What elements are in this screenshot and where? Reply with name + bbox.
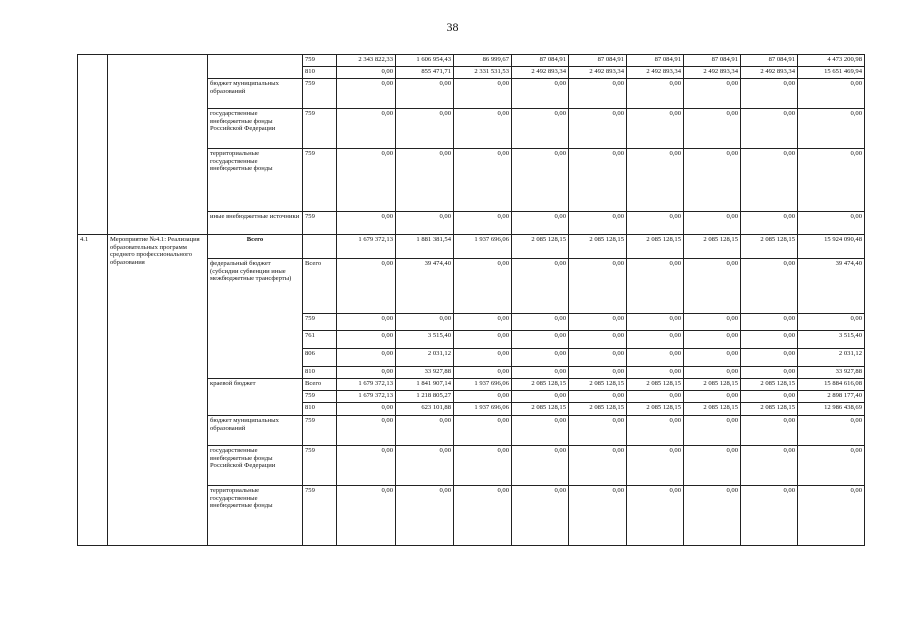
year-value-cell: 87 084,91 — [741, 55, 798, 67]
year-value-cell: 0,00 — [337, 486, 396, 546]
year-value-cell: 0,00 — [741, 259, 798, 314]
year-value-cell: 0,00 — [569, 486, 627, 546]
budget-code-cell: 759 — [303, 391, 337, 403]
total-value-cell: 0,00 — [798, 314, 865, 331]
year-value-cell: 0,00 — [512, 416, 569, 446]
table-row — [78, 235, 865, 259]
funding-source-cell: территориальные государственные внебюджетные фонды — [208, 149, 303, 212]
year-value-cell: 2 492 893,34 — [684, 67, 741, 79]
year-value-cell: 0,00 — [454, 149, 512, 212]
year-value-cell: 0,00 — [512, 349, 569, 367]
funding-source-cell: иные внебюджетные источники — [208, 212, 303, 235]
year-value-cell: 0,00 — [337, 367, 396, 379]
total-value-cell: 0,00 — [798, 416, 865, 446]
year-value-cell: 0,00 — [569, 367, 627, 379]
funding-source-cell: бюджет муниципальных образований — [208, 416, 303, 446]
year-value-cell: 0,00 — [741, 446, 798, 486]
year-value-cell: 2 085 128,15 — [741, 235, 798, 259]
year-value-cell: 0,00 — [337, 331, 396, 349]
year-value-cell: 0,00 — [627, 149, 684, 212]
funding-source-cell: федеральный бюджет (субсидии субвенции иные межбюджетные трансферты) — [208, 259, 303, 379]
year-value-cell: 87 084,91 — [569, 55, 627, 67]
year-value-cell: 0,00 — [741, 314, 798, 331]
year-value-cell: 0,00 — [337, 314, 396, 331]
year-value-cell: 0,00 — [741, 367, 798, 379]
year-value-cell: 2 085 128,15 — [569, 379, 627, 391]
year-value-cell: 0,00 — [512, 259, 569, 314]
budget-code-cell: 810 — [303, 367, 337, 379]
budget-code-cell: 759 — [303, 109, 337, 149]
total-value-cell: 0,00 — [798, 212, 865, 235]
year-value-cell: 623 101,88 — [396, 403, 454, 416]
event-name-cell — [108, 55, 208, 235]
year-value-cell: 33 927,88 — [396, 367, 454, 379]
year-value-cell: 0,00 — [569, 349, 627, 367]
year-value-cell: 0,00 — [627, 446, 684, 486]
year-value-cell: 855 471,71 — [396, 67, 454, 79]
year-value-cell: 0,00 — [512, 486, 569, 546]
budget-code-cell: Всего — [303, 379, 337, 391]
year-value-cell: 0,00 — [337, 149, 396, 212]
year-value-cell: 2 331 531,53 — [454, 67, 512, 79]
page-number: 38 — [446, 20, 459, 34]
year-value-cell: 2 085 128,15 — [569, 235, 627, 259]
item-number-cell — [78, 55, 108, 235]
year-value-cell: 0,00 — [454, 212, 512, 235]
year-value-cell: 0,00 — [569, 149, 627, 212]
year-value-cell: 0,00 — [741, 486, 798, 546]
year-value-cell: 1 679 372,13 — [337, 391, 396, 403]
year-value-cell: 0,00 — [684, 149, 741, 212]
year-value-cell: 0,00 — [512, 391, 569, 403]
year-value-cell: 0,00 — [337, 349, 396, 367]
year-value-cell: 2 085 128,15 — [627, 235, 684, 259]
year-value-cell: 0,00 — [454, 367, 512, 379]
year-value-cell: 0,00 — [512, 331, 569, 349]
year-value-cell: 2 085 128,15 — [741, 379, 798, 391]
year-value-cell: 0,00 — [627, 367, 684, 379]
total-value-cell: 39 474,40 — [798, 259, 865, 314]
year-value-cell: 0,00 — [684, 109, 741, 149]
budget-code-cell: 759 — [303, 55, 337, 67]
year-value-cell: 2 085 128,15 — [684, 235, 741, 259]
year-value-cell: 0,00 — [454, 109, 512, 149]
year-value-cell: 0,00 — [741, 331, 798, 349]
budget-code-cell: 759 — [303, 314, 337, 331]
funding-source-cell: государственные внебюджетные фонды Российской Федерации — [208, 109, 303, 149]
year-value-cell: 0,00 — [337, 259, 396, 314]
year-value-cell: 0,00 — [337, 212, 396, 235]
year-value-cell: 0,00 — [741, 349, 798, 367]
year-value-cell: 87 084,91 — [627, 55, 684, 67]
year-value-cell: 1 679 372,13 — [337, 235, 396, 259]
year-value-cell: 0,00 — [396, 109, 454, 149]
year-value-cell: 0,00 — [741, 391, 798, 403]
total-value-cell: 0,00 — [798, 486, 865, 546]
funding-source-cell: государственные внебюджетные фонды Российской Федерации — [208, 446, 303, 486]
year-value-cell: 0,00 — [337, 79, 396, 109]
year-value-cell: 0,00 — [684, 79, 741, 109]
total-value-cell: 2 898 177,40 — [798, 391, 865, 403]
year-value-cell: 0,00 — [396, 149, 454, 212]
year-value-cell: 0,00 — [396, 314, 454, 331]
year-value-cell: 0,00 — [512, 109, 569, 149]
year-value-cell: 87 084,91 — [684, 55, 741, 67]
year-value-cell: 0,00 — [627, 109, 684, 149]
year-value-cell: 0,00 — [684, 331, 741, 349]
year-value-cell: 0,00 — [337, 403, 396, 416]
event-name-cell: Мероприятие №4.1: Реализация образовательных программ среднего профессионального образования — [108, 235, 208, 546]
year-value-cell: 0,00 — [512, 314, 569, 331]
funding-source-cell: краевой бюджет — [208, 379, 303, 416]
year-value-cell: 1 937 696,06 — [454, 235, 512, 259]
budget-code-cell: 759 — [303, 79, 337, 109]
year-value-cell: 0,00 — [337, 109, 396, 149]
funding-source-cell: бюджет муниципальных образований — [208, 79, 303, 109]
year-value-cell: 2 492 893,34 — [741, 67, 798, 79]
year-value-cell: 2 085 128,15 — [684, 403, 741, 416]
year-value-cell: 1 937 696,06 — [454, 379, 512, 391]
year-value-cell: 87 084,91 — [512, 55, 569, 67]
total-value-cell: 2 031,12 — [798, 349, 865, 367]
year-value-cell: 0,00 — [454, 391, 512, 403]
year-value-cell: 0,00 — [569, 109, 627, 149]
year-value-cell: 0,00 — [337, 67, 396, 79]
budget-code-cell: 759 — [303, 486, 337, 546]
year-value-cell: 1 881 381,54 — [396, 235, 454, 259]
year-value-cell: 0,00 — [627, 314, 684, 331]
year-value-cell: 0,00 — [337, 446, 396, 486]
funding-source-cell: Всего — [208, 235, 303, 259]
total-value-cell: 0,00 — [798, 79, 865, 109]
total-value-cell: 3 515,40 — [798, 331, 865, 349]
year-value-cell: 2 085 128,15 — [512, 403, 569, 416]
budget-code-cell: 810 — [303, 67, 337, 79]
year-value-cell: 0,00 — [684, 486, 741, 546]
total-value-cell: 0,00 — [798, 149, 865, 212]
item-number-cell: 4.1 — [78, 235, 108, 546]
year-value-cell: 0,00 — [569, 314, 627, 331]
year-value-cell: 0,00 — [741, 212, 798, 235]
year-value-cell: 0,00 — [512, 446, 569, 486]
budget-code-cell: 759 — [303, 416, 337, 446]
year-value-cell: 0,00 — [512, 149, 569, 212]
year-value-cell: 0,00 — [684, 259, 741, 314]
year-value-cell: 2 085 128,15 — [627, 403, 684, 416]
year-value-cell: 0,00 — [569, 212, 627, 235]
total-value-cell: 0,00 — [798, 109, 865, 149]
year-value-cell: 0,00 — [337, 416, 396, 446]
year-value-cell: 0,00 — [627, 349, 684, 367]
year-value-cell: 0,00 — [741, 109, 798, 149]
budget-code-cell — [303, 235, 337, 259]
year-value-cell: 0,00 — [454, 486, 512, 546]
year-value-cell: 0,00 — [627, 212, 684, 235]
year-value-cell: 1 218 805,27 — [396, 391, 454, 403]
year-value-cell: 2 085 128,15 — [684, 379, 741, 391]
year-value-cell: 2 492 893,34 — [569, 67, 627, 79]
year-value-cell: 0,00 — [741, 416, 798, 446]
year-value-cell: 0,00 — [684, 212, 741, 235]
total-value-cell: 33 927,88 — [798, 367, 865, 379]
year-value-cell: 0,00 — [396, 486, 454, 546]
budget-code-cell: 759 — [303, 149, 337, 212]
year-value-cell: 1 841 907,14 — [396, 379, 454, 391]
total-value-cell: 15 651 469,94 — [798, 67, 865, 79]
year-value-cell: 0,00 — [684, 349, 741, 367]
total-value-cell: 15 884 616,08 — [798, 379, 865, 391]
year-value-cell: 86 999,67 — [454, 55, 512, 67]
year-value-cell: 0,00 — [396, 446, 454, 486]
budget-code-cell: Всего — [303, 259, 337, 314]
year-value-cell: 0,00 — [396, 79, 454, 109]
year-value-cell: 0,00 — [512, 79, 569, 109]
year-value-cell: 1 679 372,13 — [337, 379, 396, 391]
total-value-cell: 4 473 200,98 — [798, 55, 865, 67]
year-value-cell: 0,00 — [741, 79, 798, 109]
year-value-cell: 1 606 954,43 — [396, 55, 454, 67]
year-value-cell: 0,00 — [454, 446, 512, 486]
year-value-cell: 0,00 — [627, 259, 684, 314]
year-value-cell: 0,00 — [396, 212, 454, 235]
year-value-cell: 0,00 — [569, 391, 627, 403]
funding-source-cell — [208, 55, 303, 79]
year-value-cell: 3 515,40 — [396, 331, 454, 349]
table-row — [78, 55, 865, 67]
year-value-cell: 0,00 — [741, 149, 798, 212]
year-value-cell: 0,00 — [627, 331, 684, 349]
year-value-cell: 0,00 — [569, 446, 627, 486]
year-value-cell: 2 085 128,15 — [627, 379, 684, 391]
year-value-cell: 0,00 — [569, 331, 627, 349]
budget-table — [77, 54, 865, 546]
year-value-cell: 0,00 — [627, 391, 684, 403]
year-value-cell: 2 085 128,15 — [741, 403, 798, 416]
year-value-cell: 0,00 — [512, 212, 569, 235]
year-value-cell: 0,00 — [684, 314, 741, 331]
funding-source-cell: территориальные государственные внебюджетные фонды — [208, 486, 303, 546]
year-value-cell: 0,00 — [454, 416, 512, 446]
year-value-cell: 0,00 — [627, 79, 684, 109]
year-value-cell: 0,00 — [454, 349, 512, 367]
year-value-cell: 2 031,12 — [396, 349, 454, 367]
budget-code-cell: 761 — [303, 331, 337, 349]
year-value-cell: 2 343 822,33 — [337, 55, 396, 67]
year-value-cell: 0,00 — [627, 416, 684, 446]
total-value-cell: 12 986 438,69 — [798, 403, 865, 416]
year-value-cell: 0,00 — [684, 416, 741, 446]
year-value-cell: 0,00 — [684, 391, 741, 403]
year-value-cell: 2 492 893,34 — [512, 67, 569, 79]
year-value-cell: 0,00 — [569, 79, 627, 109]
year-value-cell: 2 085 128,15 — [569, 403, 627, 416]
year-value-cell: 2 492 893,34 — [627, 67, 684, 79]
year-value-cell: 0,00 — [512, 367, 569, 379]
budget-code-cell: 806 — [303, 349, 337, 367]
year-value-cell: 1 937 696,06 — [454, 403, 512, 416]
year-value-cell: 39 474,40 — [396, 259, 454, 314]
year-value-cell: 0,00 — [396, 416, 454, 446]
budget-code-cell: 759 — [303, 212, 337, 235]
budget-code-cell: 759 — [303, 446, 337, 486]
year-value-cell: 0,00 — [454, 314, 512, 331]
year-value-cell: 0,00 — [684, 367, 741, 379]
year-value-cell: 0,00 — [569, 259, 627, 314]
year-value-cell: 0,00 — [569, 416, 627, 446]
total-value-cell: 15 924 090,48 — [798, 235, 865, 259]
year-value-cell: 0,00 — [684, 446, 741, 486]
year-value-cell: 2 085 128,15 — [512, 379, 569, 391]
year-value-cell: 0,00 — [627, 486, 684, 546]
year-value-cell: 0,00 — [454, 259, 512, 314]
total-value-cell: 0,00 — [798, 446, 865, 486]
year-value-cell: 2 085 128,15 — [512, 235, 569, 259]
year-value-cell: 0,00 — [454, 331, 512, 349]
budget-code-cell: 810 — [303, 403, 337, 416]
year-value-cell: 0,00 — [454, 79, 512, 109]
